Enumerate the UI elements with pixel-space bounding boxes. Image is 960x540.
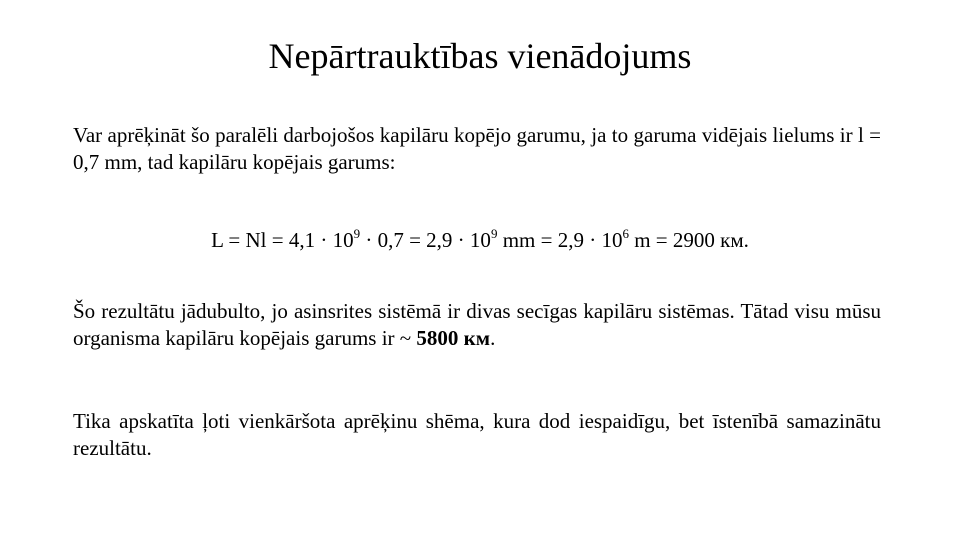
- formula-part-4: m = 2900 км.: [628, 228, 749, 252]
- formula-part-1: L = Nl = 4,1 · 10: [211, 228, 354, 252]
- formula-exponent-2: 9: [490, 226, 498, 241]
- formula: [0, 227, 960, 254]
- paragraph-result-text: Šo rezultātu jādubulto, jo asinsrites sistēmā ir divas secīgas kapilāru sistēmas. Tātad visu mūsu organisma kapilāru kopējais garums ir ~: [73, 299, 881, 350]
- formula-exponent-1: 9: [353, 226, 361, 241]
- paragraph-conclusion: Tika apskatīta ļoti vienkāršota aprēķinu shēma, kura dod iespaidīgu, bet īstenībā samazinātu rezultātu.: [73, 409, 881, 460]
- formula-part-2: · 0,7 = 2,9 · 10: [360, 228, 491, 252]
- paragraph-result-end: .: [490, 326, 496, 350]
- formula-part-3: mm = 2,9 · 10: [497, 228, 623, 252]
- paragraph-result: [73, 298, 881, 352]
- total-length-value: 5800 км: [416, 326, 491, 350]
- slide-title: Nepārtrauktības vienādojums: [268, 36, 692, 76]
- formula-exponent-3: 6: [622, 226, 629, 241]
- paragraph-intro: Var aprēķināt šo paralēli darbojošos kapilāru kopējo garumu, ja to garuma vidējais lielums ir l = 0,7 mm, tad kapilāru kopējais garums:: [73, 123, 881, 174]
